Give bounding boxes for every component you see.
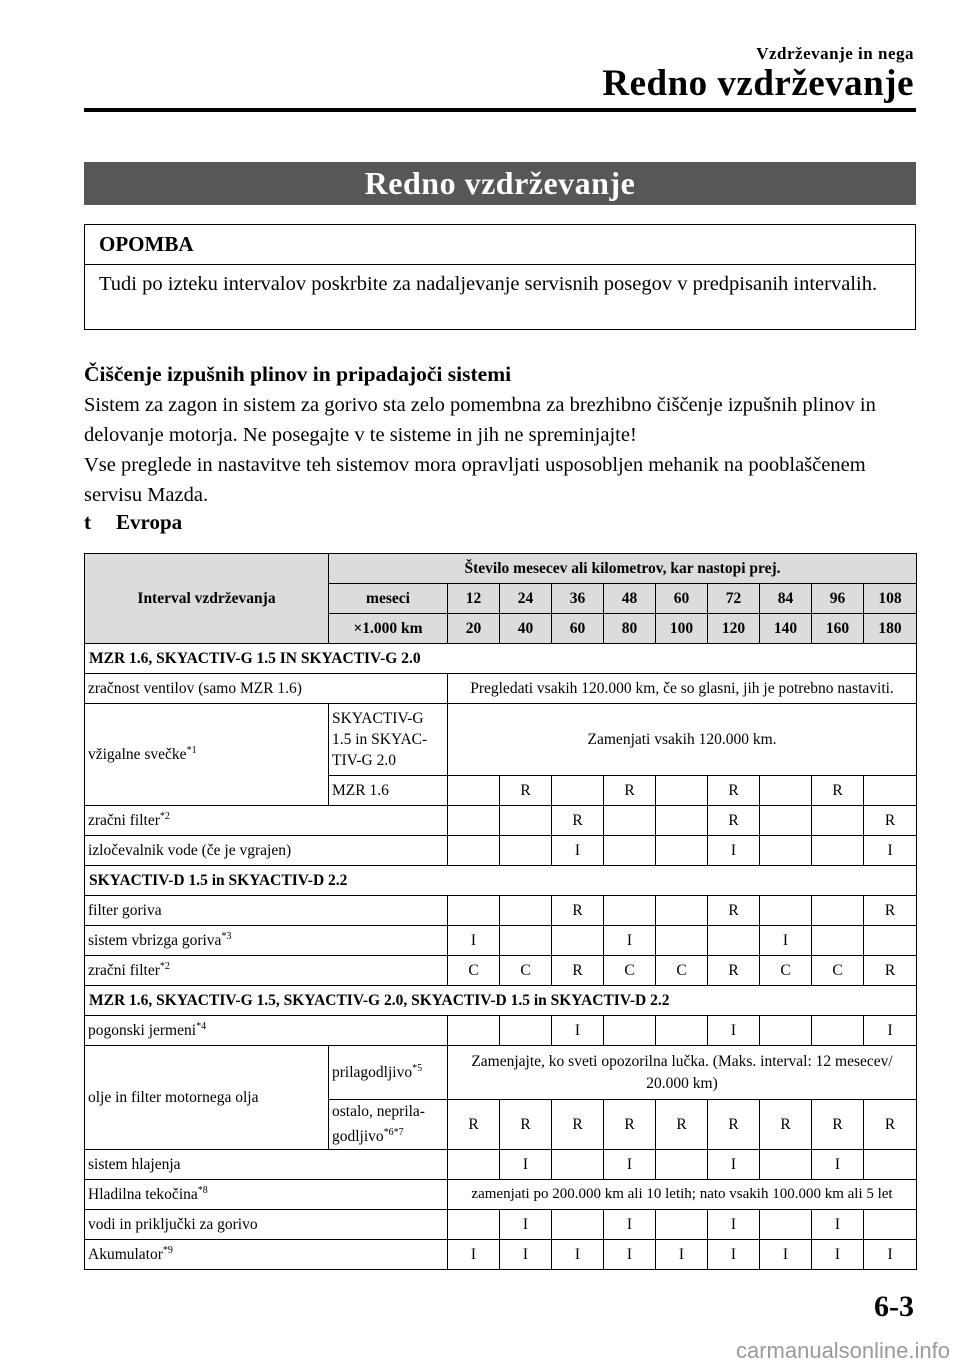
value-cell: R — [552, 956, 604, 986]
value-cell: C — [812, 956, 864, 986]
row-label: pogonski jermeni$^{*4}$ — [85, 1016, 448, 1046]
value-cell — [656, 806, 708, 836]
row-text: Pregledati vsakih 120.000 km, če so glasni, jih je potrebno nastaviti. — [448, 674, 917, 704]
value-cell — [552, 1210, 604, 1240]
value-cell — [448, 1210, 500, 1240]
section-row — [85, 986, 917, 1016]
value-cell — [760, 896, 812, 926]
value-cell: C — [656, 956, 708, 986]
section-row — [85, 644, 917, 674]
value-cell: R — [864, 956, 917, 986]
value-cell: I — [864, 1016, 917, 1046]
value-cell: R — [552, 1100, 604, 1150]
section-heading: MZR 1.6, SKYACTIV-G 1.5, SKYACTIV-G 2.0, SKYACTIV-D 1.5 in SKYACTIV-D 2.2 — [85, 986, 917, 1016]
value-cell: R — [812, 1100, 864, 1150]
value-cell — [760, 806, 812, 836]
value-cell — [760, 1016, 812, 1046]
value-cell — [448, 1016, 500, 1046]
header-cell: 72 — [708, 584, 760, 614]
value-cell — [448, 776, 500, 806]
value-cell — [812, 836, 864, 866]
section-title: Čiščenje izpušnih plinov in pripadajoči sistemi — [84, 362, 512, 386]
paragraph-2: Vse preglede in nastavitve teh sistemov mora opravljati usposobljen mehanik na pooblaščenem servisu Mazda. — [84, 454, 866, 506]
interval-header: Interval vzdrževanja — [85, 554, 329, 644]
value-cell — [604, 896, 656, 926]
km-label: ×1.000 km — [329, 614, 448, 644]
value-cell: I — [760, 1240, 812, 1270]
table-row — [85, 1016, 917, 1046]
header-cell: 36 — [552, 584, 604, 614]
value-cell: I — [552, 1240, 604, 1270]
value-cell: R — [500, 1100, 552, 1150]
header-cell: 96 — [812, 584, 864, 614]
value-cell — [708, 926, 760, 956]
value-cell — [552, 776, 604, 806]
value-cell: I — [500, 1210, 552, 1240]
value-cell — [864, 1150, 917, 1180]
row-label: olje in filter motornega olja — [85, 1046, 329, 1150]
table-row — [85, 1240, 917, 1270]
section-row — [85, 866, 917, 896]
value-cell — [864, 926, 917, 956]
row-text: zamenjati po 200.000 km ali 10 letih; nato vsakih 100.000 km ali 5 let — [448, 1180, 917, 1210]
value-cell — [448, 1150, 500, 1180]
value-cell: R — [500, 776, 552, 806]
value-cell: I — [708, 1016, 760, 1046]
value-cell: I — [708, 836, 760, 866]
row-label: filter goriva — [85, 896, 448, 926]
table-row — [85, 956, 917, 986]
value-cell: R — [656, 1100, 708, 1150]
value-cell — [812, 926, 864, 956]
value-cell: R — [604, 1100, 656, 1150]
value-cell — [500, 896, 552, 926]
value-cell: I — [864, 836, 917, 866]
header-cell: 24 — [500, 584, 552, 614]
subsection-label: Evropa — [116, 510, 183, 534]
value-cell: I — [552, 836, 604, 866]
value-cell: R — [708, 776, 760, 806]
value-cell — [500, 926, 552, 956]
row-label: vžigalne svečke$^{*1}$ — [85, 704, 329, 806]
row-label: Hladilna tekočina$^{*8}$ — [85, 1180, 448, 1210]
table-row — [85, 1046, 917, 1100]
table-row — [85, 926, 917, 956]
table-header-row — [85, 554, 917, 584]
value-cell: I — [864, 1240, 917, 1270]
value-cell: R — [448, 1100, 500, 1150]
value-cell: R — [812, 776, 864, 806]
row-label: zračnost ventilov (samo MZR 1.6) — [85, 674, 448, 704]
note-box — [84, 224, 916, 330]
value-cell — [552, 926, 604, 956]
row-label: vodi in priključki za gorivo — [85, 1210, 448, 1240]
row-sublabel: SKYACTIV-G 1.5 in SKYAC-TIV-G 2.0 — [329, 704, 448, 776]
header-cell: 20 — [448, 614, 500, 644]
section-header-title: Redno vzdrževanje — [602, 63, 914, 104]
footer-watermark: carmanualsonline.info — [735, 1338, 950, 1362]
value-cell: R — [864, 806, 917, 836]
table-row — [85, 1210, 917, 1240]
value-cell: C — [500, 956, 552, 986]
row-label: sistem vbrizga goriva$^{*3}$ — [85, 926, 448, 956]
value-cell — [760, 1150, 812, 1180]
value-cell: I — [604, 1240, 656, 1270]
header-cell: 60 — [656, 584, 708, 614]
value-cell: R — [760, 1100, 812, 1150]
header-cell: 180 — [864, 614, 917, 644]
table-row — [85, 896, 917, 926]
header-cell: 160 — [812, 614, 864, 644]
value-cell — [500, 806, 552, 836]
value-cell — [656, 926, 708, 956]
value-cell: I — [500, 1240, 552, 1270]
paragraph-1: Sistem za zagon in sistem za gorivo sta zelo pomembna za brezhibno čiščenje izpušnih plinov in delovanje motorja. Ne posegajte v te sisteme in jih ne spreminjajte! — [84, 394, 876, 446]
row-sublabel: prilagodljivo$^{*5}$ — [329, 1046, 448, 1100]
value-cell — [760, 836, 812, 866]
value-cell: R — [864, 896, 917, 926]
value-cell: I — [448, 1240, 500, 1270]
value-cell: C — [604, 956, 656, 986]
value-cell: R — [708, 806, 760, 836]
header-cell: 108 — [864, 584, 917, 614]
header-rule — [84, 108, 916, 112]
value-cell — [812, 1016, 864, 1046]
value-cell: I — [812, 1210, 864, 1240]
table-row — [85, 1150, 917, 1180]
header-cell: 48 — [604, 584, 656, 614]
page-banner: Redno vzdrževanje — [84, 162, 916, 205]
subsection-title — [84, 510, 182, 535]
header-cell: 40 — [500, 614, 552, 644]
note-text: Tudi po izteku intervalov poskrbite za nadaljevanje servisnih posegov v predpisanih intervalih. — [99, 273, 878, 295]
header-cell: 100 — [656, 614, 708, 644]
value-cell — [500, 1016, 552, 1046]
table-row — [85, 674, 917, 704]
value-cell: I — [708, 1210, 760, 1240]
value-cell: I — [500, 1150, 552, 1180]
value-cell — [864, 1210, 917, 1240]
header-cell: 80 — [604, 614, 656, 644]
value-cell: R — [708, 896, 760, 926]
value-cell — [656, 836, 708, 866]
row-text: Zamenjajte, ko sveti opozorilna lučka. (Maks. interval: 12 mesecev/ 20.000 km) — [448, 1046, 917, 1100]
value-cell — [552, 1150, 604, 1180]
value-cell — [656, 776, 708, 806]
value-cell: C — [448, 956, 500, 986]
table-row — [85, 806, 917, 836]
value-cell — [500, 836, 552, 866]
row-label: izločevalnik vode (če je vgrajen) — [85, 836, 448, 866]
value-cell: R — [708, 1100, 760, 1150]
months-label: meseci — [329, 584, 448, 614]
value-cell — [448, 806, 500, 836]
chapter-title: Vzdrževanje in nega — [756, 44, 914, 63]
value-cell: R — [864, 1100, 917, 1150]
row-sublabel: ostalo, neprila-godljivo$^{*6*7}$ — [329, 1100, 448, 1150]
value-cell — [604, 836, 656, 866]
value-cell: I — [604, 1150, 656, 1180]
section-heading: MZR 1.6, SKYACTIV-G 1.5 IN SKYACTIV-G 2.0 — [85, 644, 917, 674]
value-cell: R — [604, 776, 656, 806]
row-label: zračni filter$^{*2}$ — [85, 956, 448, 986]
page-number: 6-3 — [874, 1290, 914, 1323]
value-cell — [448, 896, 500, 926]
bullet-icon: t — [84, 510, 91, 534]
header-cell: 60 — [552, 614, 604, 644]
header-cell: 140 — [760, 614, 812, 644]
value-cell: I — [812, 1150, 864, 1180]
value-cell — [760, 1210, 812, 1240]
table-row — [85, 1180, 917, 1210]
table-row — [85, 836, 917, 866]
value-cell — [656, 1150, 708, 1180]
maintenance-table — [84, 553, 917, 1270]
value-cell — [656, 1210, 708, 1240]
row-sublabel: MZR 1.6 — [329, 776, 448, 806]
row-label: sistem hlajenja — [85, 1150, 448, 1180]
value-cell: R — [552, 896, 604, 926]
value-cell: I — [708, 1240, 760, 1270]
value-cell: I — [708, 1150, 760, 1180]
value-cell: I — [448, 926, 500, 956]
section-heading: SKYACTIV-D 1.5 in SKYACTIV-D 2.2 — [85, 866, 917, 896]
value-cell — [448, 836, 500, 866]
value-cell: I — [656, 1240, 708, 1270]
value-cell — [812, 806, 864, 836]
value-cell — [604, 806, 656, 836]
value-cell — [864, 776, 917, 806]
value-cell — [656, 1016, 708, 1046]
value-cell: I — [760, 926, 812, 956]
value-cell: C — [760, 956, 812, 986]
row-text: Zamenjati vsakih 120.000 km. — [448, 704, 917, 776]
header-cell: 120 — [708, 614, 760, 644]
value-cell — [656, 896, 708, 926]
table-row — [85, 704, 917, 776]
value-cell: R — [708, 956, 760, 986]
value-cell — [760, 776, 812, 806]
value-cell: I — [812, 1240, 864, 1270]
value-cell — [812, 896, 864, 926]
header-cell: 84 — [760, 584, 812, 614]
value-cell — [604, 1016, 656, 1046]
value-cell: R — [552, 806, 604, 836]
header-cell: 12 — [448, 584, 500, 614]
value-cell: I — [604, 926, 656, 956]
row-label: Akumulator$^{*9}$ — [85, 1240, 448, 1270]
value-cell: I — [552, 1016, 604, 1046]
value-cell: I — [604, 1210, 656, 1240]
period-header: Število mesecev ali kilometrov, kar nastopi prej. — [329, 554, 917, 584]
row-label: zračni filter$^{*2}$ — [85, 806, 448, 836]
note-title: OPOMBA — [85, 225, 915, 265]
